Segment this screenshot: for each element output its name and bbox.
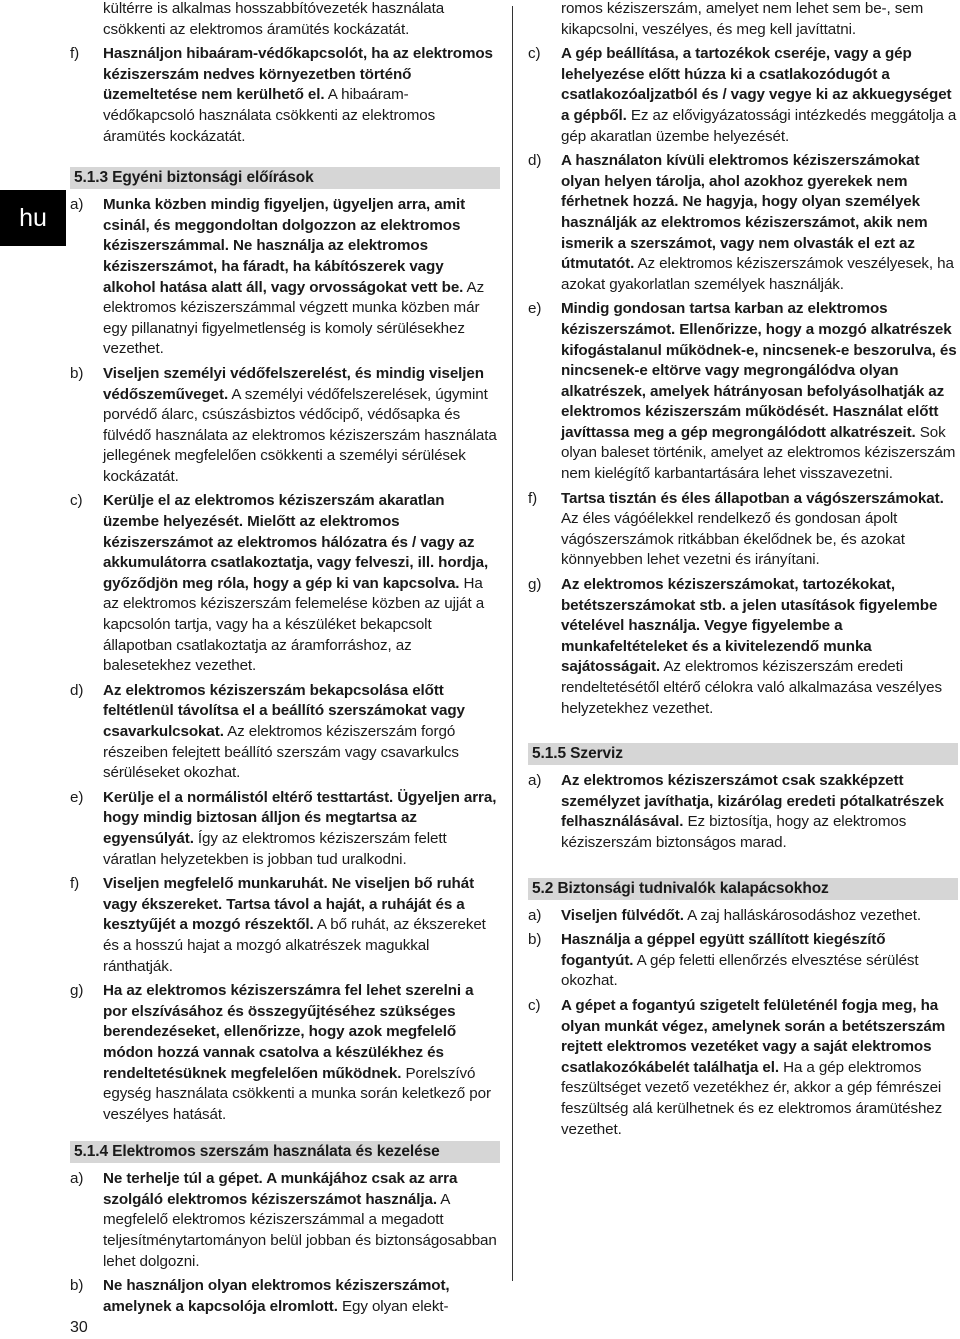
list-item [528,151,958,295]
section-heading-513: 5.1.3 Egyéni biztonsági előírások [70,167,500,189]
item-bold-text: Viseljen fülvédőt. [561,906,684,924]
list-item [70,491,500,676]
item-label: b) [70,1277,84,1295]
item-label: c) [528,996,541,1014]
item-bold-text: Az elektromos kéziszerszámokat, tartozékokat, betétszerszámokat stb. a jelen utasítások figyelembe vételével használja. Vegye figyelembe a munkafeltételeket és a kivitelezendő munka sajátosságait. [561,576,938,676]
item-text: Ha a gép elektromos feszültséget vezető vezetékhez ér, akkor a gép fémrészei feszültség alá kerülhetnek és ez elektromos áramütéshez vezethet. [561,1058,943,1138]
list-514 [70,1169,500,1317]
item-text: A bő ruhát, az ékszereket és a hosszú hajat a mozgó alkatrészek magukkal ránthatják. [103,916,486,975]
list-item [528,44,958,147]
item-text: Így az elektromos kéziszerszám felett váratlan helyzetekben is jobban tud uralkodni. [103,829,447,868]
item-bold-text: Használjon hibaáram-védőkapcsolót, ha az elektromos kéziszerszám nedves környezetben történő üzemeltetése nem kerülhető el. [103,45,493,104]
item-label: f) [528,489,538,507]
item-label: g) [528,576,542,594]
item-text: Porelszívó egység használata csökkenti a munka során keletkező por veszélyes hatását. [103,1064,491,1123]
list-item [528,299,958,484]
item-bold-text: A használaton kívüli elektromos kéziszerszámokat olyan helyen tárolja, ahol azokhoz gyerekek nem férhetnek hozzá. Ne hagyja, hogy olyan személyek használják az elektromos kéziszerszámot, akik nem ismerik a szerszámot, vagy nem olvasták el ezt az útmutatót. [561,152,928,273]
page-number: 30 [70,1319,88,1336]
item-bold-text: Ha az elektromos kéziszerszámra fel lehet szerelni a por elszívásához és összegyűjtéséhez szükséges berendezéseket, ellenőrizze, hogy azok megfelelő módon hozzá vannak csatolva a készülékhez és rendeltetésüknek megfelelően működnek. [103,982,474,1082]
item-label: a) [70,196,84,214]
item-text: Az elektromos kéziszerszám forgó részeiben felejtett beállító szerszám vagy csavarkulcs sérüléseket okozhat. [103,723,459,782]
item-bold-text: Kerülje el az elektromos kéziszerszám akaratlan üzembe helyezését. Mielőtt az elektromos kéziszerszámot az elektromos hálózatra és / vagy az akkumulátorra csatlakoztatja, vagy felveszi, ill. hordja, győződjön meg róla, hogy a gép ki van kapcsolva. [103,492,489,592]
item-bold-text: A gép beállítása, a tartozékok cseréje, vagy a gép lehelyezése előtt húzza ki a csatlakozódugót a csatlakozóaljzatból és / vagy vegye ki az akkuegységet a gépből. [561,45,952,124]
item-text: A zaj halláskárosodáshoz vezethet. [683,906,921,924]
item-text: Az éles vágóélekkel rendelkező és gondosan ápolt vágószerszámok ritkábban ékelődnek be, és azokat könnyebben lehet vezetni és irányítani. [561,510,905,569]
item-text: Az elektromos kéziszerszámmal végzett munka közben már egy pillanatnyi figyelmetlenség is komoly sérülésekhez vezethet. [103,278,485,358]
item-bold-text: Az elektromos kéziszerszám bekapcsolása előtt feltétlenül távolítsa el a beállító szerszámokat vagy csavarkulcsokat. [103,681,465,740]
list-item [70,681,500,784]
item-label: a) [528,906,542,924]
list-item-continuation [528,0,958,40]
list-item [70,195,500,360]
list-item [528,575,958,719]
left-column [70,0,500,1321]
list-item [70,1276,500,1317]
list-item-continuation [70,0,500,40]
item-text: Egy olyan elekt- [337,1297,449,1315]
item-bold-text: Kerülje el a normálistól eltérő testtartást. Ügyeljen arra, hogy mindig biztosan álljon és megtartsa az egyensúlyát. [103,788,497,847]
item-text: romos kéziszerszám, amelyet nem lehet sem be-, sem kikapcsolni, veszélyes, és meg kell javíttatni. [561,0,924,38]
list-item [528,489,958,571]
list-item [528,930,958,992]
language-tab: hu [0,190,66,246]
list-513 [70,195,500,1125]
list-item [528,906,958,927]
item-label: c) [70,492,83,510]
item-text: Ha az elektromos kéziszerszám felemelése közben az ujját a kapcsolón tartja, vagy ha a készüléket bekapcsolt állapotban csatlakoztatja az áramforráshoz, az balesetekhez vezethet. [103,574,485,675]
item-text: A személyi védőfelszerelések, úgymint porvédő álarc, csúszásbiztos védőcipő, védősapka és fülvédő használata az elektromos kéziszerszám használata jellegének megfelelően csökkenti a személyi sérülések kockázatát. [103,385,497,485]
item-label: c) [528,45,541,63]
section-heading-52: 5.2 Biztonsági tudnivalók kalapácsokhoz [528,878,958,900]
item-text: Ez biztosítja, hogy az elektromos kéziszerszám biztonságos marad. [561,813,907,851]
item-label: e) [70,788,84,806]
item-bold-text: Ne használjon olyan elektromos kéziszerszámot, amelynek a kapcsolója elromlott. [103,1277,450,1315]
item-bold-text: Munka közben mindig figyeljen, ügyeljen arra, amit csinál, és meggondoltan dolgozzon az elektromos kéziszerszámmal. Ne használja az elektromos kéziszerszámot, ha fáradt, ha kábítószerek vagy alkohol hatása alatt áll, vagy orvosságokat vett be. [103,196,466,296]
column-divider [512,6,513,1281]
item-text: Az elektromos kéziszerszámok veszélyesek, ha azokat gyakorlatlan személyek használják. [561,255,954,293]
item-text: Az elektromos kéziszerszám eredeti rendeltetésétől eltérő célokra való alkalmazása veszélyes helyzetekhez vezethet. [561,658,942,717]
item-bold-text: Viseljen személyi védőfelszerelést, és mindig viseljen védőszeműveget. [103,364,484,403]
item-text: Sok olyan baleset történik, amelyet az elektromos kéziszerszám nem kielégítő karbantartására lehet visszavezetni. [561,423,956,483]
item-text: kültérre is alkalmas hosszabbítóvezeték használata csökkenti az elektromos áramütés kockázatát. [103,0,445,38]
item-text: A gép feletti ellenőrzés elvesztése sérülést okozhat. [561,951,919,990]
item-label: a) [70,1170,84,1188]
item-bold-text: Mindig gondosan tartsa karban az elektromos kéziszerszámot. Ellenőrizze, hogy a mozgó alkatrészek kifogástalanul működnek-e, nincsenek-e beszorulva, és nincsenek-e eltörve vagy megrongálódva olyan alkatrészek, amelyek hátrányosan befolyásolhatják az elektromos kéziszerszám működését. Használat előtt javíttassa meg a gép megrongálódott alkatrészeit. [561,300,957,441]
item-label: f) [70,875,80,893]
list-item [528,771,958,853]
list-item [70,981,500,1125]
item-label: a) [528,772,542,790]
item-bold-text: Viseljen megfelelő munkaruhát. Ne viseljen bő ruhát vagy ékszereket. Tartsa távol a haját, a ruháját és a kesztyűjét a mozgó részektől. [103,875,475,934]
item-label: b) [70,364,84,382]
item-label: g) [70,982,84,1000]
item-label: d) [528,152,542,170]
item-text: A megfelelő elektromos kéziszerszámmal a megadott teljesítménytartományon belül jobban és biztonságosabban lehet dolgozni. [103,1190,497,1270]
list-item [70,874,500,977]
list-item [70,364,500,488]
list-item [528,996,958,1140]
item-label: f) [70,45,80,63]
item-text: A hibaáram-védőkapcsoló használata csökkenti az elektromos áramütés kockázatát. [103,86,436,145]
list-item [70,44,500,147]
item-label: e) [528,300,542,318]
item-bold-text: Ne terhelje túl a gépet. A munkájához csak az arra szolgáló elektromos kéziszerszámot használja. [103,1170,458,1208]
item-text: Ez az elővigyázatossági intézkedés meggátolja a gép akaratlan üzembe helyezését. [561,106,957,145]
list-item [70,1169,500,1272]
section-heading-515: 5.1.5 Szerviz [528,743,958,765]
item-bold-text: Használja a géppel együtt szállított kiegészítő fogantyút. [561,931,886,969]
list-item [70,788,500,870]
section-heading-514: 5.1.4 Elektromos szerszám használata és kezelése [70,1141,500,1163]
item-bold-text: Az elektromos kéziszerszámot csak szakképzett személyzet javíthatja, kizárólag eredeti pótalkatrészek felhasználásával. [561,772,944,831]
right-column [528,0,958,1144]
item-bold-text: A gépet a fogantyú szigetelt felületénél fogja meg, ha olyan munkát végez, amelynek során a betétszerszám rejtett elektromos vezetéket vagy a saját elektromos csatlakozókábelét találhatja el. [561,996,946,1076]
item-label: d) [70,681,84,699]
item-label: b) [528,931,542,949]
item-bold-text: Tartsa tisztán és éles állapotban a vágószerszámokat. [561,489,944,507]
